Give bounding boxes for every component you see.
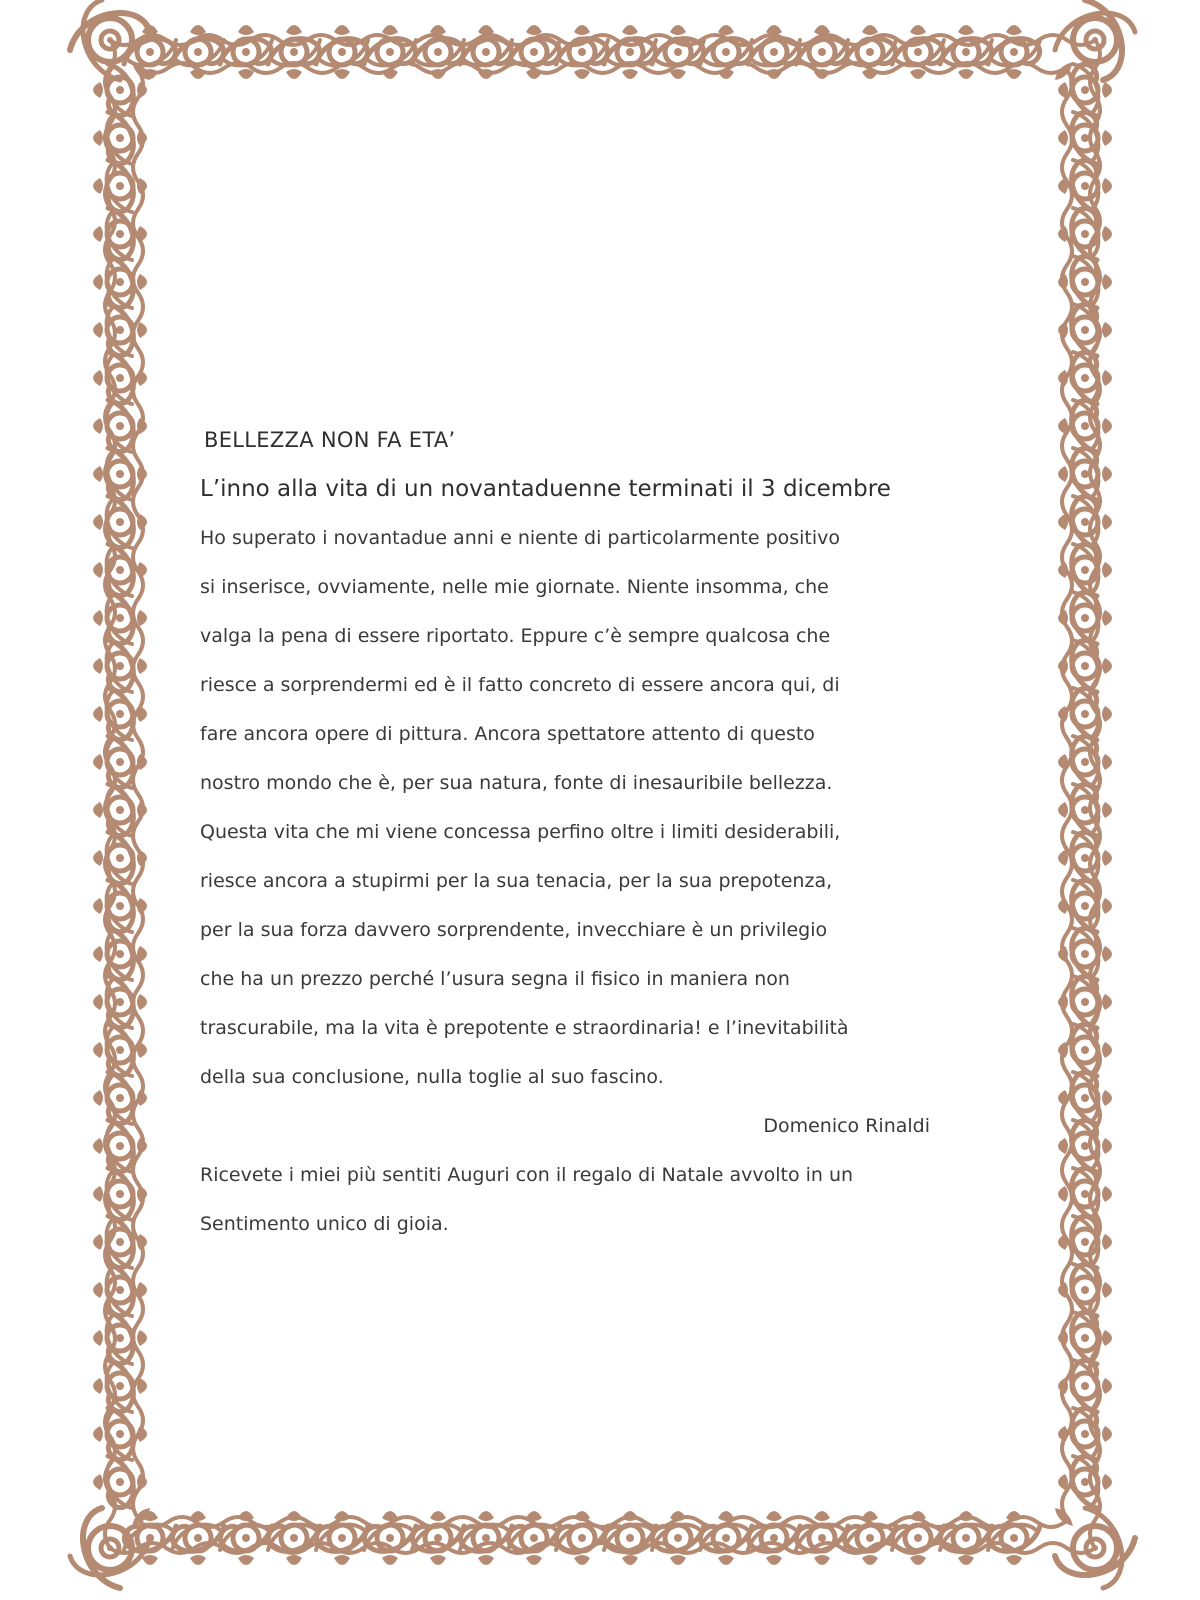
body-line: fare ancora opere di pittura. Ancora spettatore attento di questo	[200, 723, 815, 745]
body-line: della sua conclusione, nulla toglie al suo fascino.	[200, 1066, 664, 1088]
scroll-ornament	[93, 1360, 147, 1412]
scroll-ornament	[1058, 352, 1112, 404]
greeting	[200, 1151, 990, 1249]
scroll-ornament	[1058, 1408, 1112, 1460]
scroll-ornament	[748, 25, 800, 79]
signature: Domenico Rinaldi	[763, 1115, 930, 1137]
scroll-ornament	[412, 25, 464, 79]
scroll-ornament	[1058, 1072, 1112, 1124]
body-line: trascurabile, ma la vita è prepotente e straordinaria! e l’inevitabilità	[200, 1017, 849, 1039]
body-line: valga la pena di essere riportato. Eppure c’è sempre qualcosa che	[200, 625, 831, 647]
scroll-ornament	[93, 112, 147, 164]
body-line: che ha un prezzo perché l’usura segna il fisico in maniera non	[200, 968, 790, 990]
letter-content	[200, 428, 990, 1249]
scroll-ornament	[93, 448, 147, 500]
scroll-ornament	[940, 1511, 992, 1565]
greeting-line: Ricevete i miei più sentiti Auguri con il regalo di Natale avvolto in un	[200, 1164, 854, 1186]
scroll-ornament	[1058, 496, 1112, 548]
body-line: Ho superato i novantadue anni e niente di particolarmente positivo	[200, 527, 841, 549]
scroll-ornament	[1058, 160, 1112, 212]
scroll-ornament	[1058, 688, 1112, 740]
scroll-ornament	[93, 688, 147, 740]
scroll-ornament	[93, 1408, 147, 1460]
scroll-ornament	[268, 1511, 320, 1565]
scroll-ornament	[93, 544, 147, 596]
scroll-ornament	[93, 736, 147, 788]
scroll-ornament	[93, 880, 147, 932]
scroll-ornament	[93, 208, 147, 260]
body-line: si inserisce, ovviamente, nelle mie giornate. Niente insomma, che	[200, 576, 829, 598]
scroll-ornament	[1058, 976, 1112, 1028]
scroll-ornament	[1058, 880, 1112, 932]
scroll-ornament	[1058, 400, 1112, 452]
scroll-ornament	[1058, 1312, 1112, 1364]
scroll-ornament	[93, 1024, 147, 1076]
letter-title: BELLEZZA NON FA ETA’	[204, 428, 456, 452]
letter-subtitle: L’inno alla vita di un novantaduenne terminati il 3 dicembre	[200, 476, 891, 502]
scroll-ornament	[1058, 736, 1112, 788]
body-line: riesce a sorprendermi ed è il fatto concreto di essere ancora qui, di	[200, 674, 840, 696]
scroll-ornament	[796, 25, 848, 79]
greeting-line: Sentimento unico di gioia.	[200, 1213, 449, 1235]
scroll-ornament	[1058, 544, 1112, 596]
body-line: per la sua forza davvero sorprendente, invecchiare è un privilegio	[200, 919, 828, 941]
letter-body	[200, 514, 990, 1102]
scroll-ornament	[93, 928, 147, 980]
scroll-ornament	[1058, 208, 1112, 260]
scroll-ornament	[93, 1216, 147, 1268]
scroll-ornament	[604, 1511, 656, 1565]
scroll-ornament	[93, 1264, 147, 1316]
body-line: Questa vita che mi viene concessa perfino oltre i limiti desiderabili,	[200, 821, 841, 843]
scroll-ornament	[460, 25, 512, 79]
body-line: riesce ancora a stupirmi per la sua tenacia, per la sua prepotenza,	[200, 870, 833, 892]
scroll-ornament	[93, 1072, 147, 1124]
body-line: nostro mondo che è, per sua natura, fonte di inesauribile bellezza.	[200, 772, 833, 794]
scroll-ornament	[93, 352, 147, 404]
scroll-ornament	[1058, 1216, 1112, 1268]
